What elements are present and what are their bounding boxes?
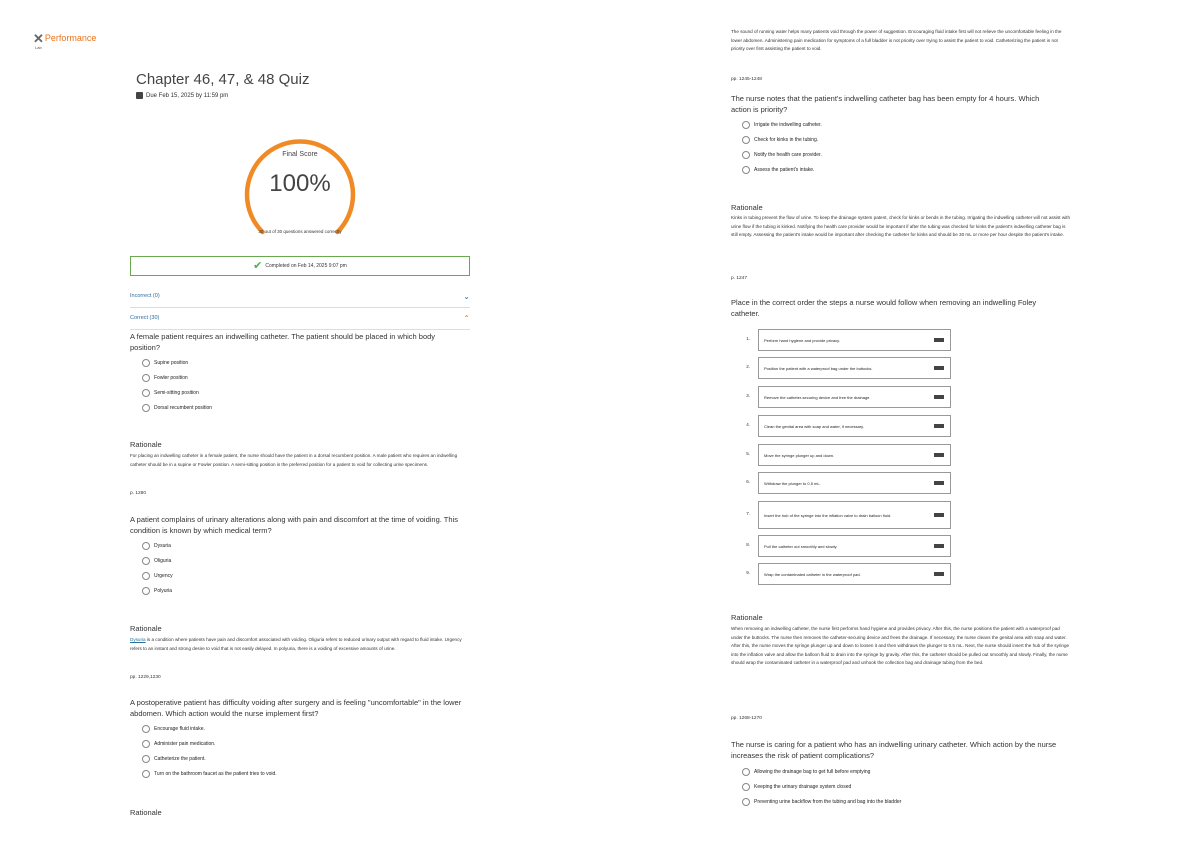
radio-icon[interactable] [142,740,150,748]
step-number: 6. [746,479,750,484]
q2-page-reference: pp. 1229,1230 [130,675,161,680]
step-number: 1. [746,336,750,341]
logo-text: Performance [44,33,97,43]
option-label: Turn on the bathroom faucet as the patient tries to void. [154,771,277,777]
radio-icon[interactable] [742,768,750,776]
q1-option-3[interactable] [142,389,199,397]
drag-handle-icon[interactable] [934,572,944,576]
performance-lab-logo[interactable] [33,31,97,50]
question-5-text: Place in the correct order the steps a nurse would follow when removing an indwelling Foley catheter. [731,298,1037,318]
ordering-step[interactable] [758,472,951,494]
option-label: Encourage fluid intake. [154,726,205,732]
radio-icon[interactable] [142,725,150,733]
question-6-text: The nurse is caring for a patient who has an indwelling urinary catheter. Which action by the nurse increases the risk of patient complications? [731,740,1057,760]
step-number: 8. [746,542,750,547]
ordering-step[interactable] [758,415,951,437]
ordering-step-label: Pull the catheter out smoothly and slowly. [764,543,838,549]
radio-icon[interactable] [142,374,150,382]
radio-icon[interactable] [742,798,750,806]
ordering-step[interactable] [758,501,951,529]
dysuria-link[interactable]: Dysuria [130,637,146,642]
question-3-text: A postoperative patient has difficulty voiding after surgery and is feeling "uncomfortable" in the lower abdomen. Which action would the nurse implement first? [130,698,462,718]
radio-icon[interactable] [142,587,150,595]
option-label: Preventing urine backflow from the tubing and bag into the bladder [754,799,902,805]
radio-icon[interactable] [142,572,150,580]
due-date [136,92,228,99]
option-label: Urgency [154,573,173,579]
q4-rationale-heading: Rationale [731,203,763,212]
q5-rationale-text: When removing an indwelling catheter, the nurse first performs hand hygiene and provides privacy. After this, the nurse positions the patient with a waterproof pad under the buttocks. The nurse then removes the catheter-securing device and frees the drainage. If necessary, the nurse cleans the genital area with soap and water. After this, the nurse moves the syringe plunger up and down to loosen it and then withdraws the plunger to 0.5 mL. Next, the nurse should insert the hub of the syringe into the inflation valve and allow the balloon fluid to drain into the syringe by gravity. After this, the catheter should be pulled out smoothly and slowly. Finally, the nurse should wrap the contaminated catheter in a waterproof pad and unhook the collection bag and drainage tubing from the bed. [731,626,1070,665]
option-label: Keeping the urinary drainage system closed [754,784,852,790]
option-label: Check for kinks in the tubing. [754,137,819,143]
radio-icon[interactable] [142,557,150,565]
step-number: 9. [746,570,750,575]
q1-rationale-text: For placing an indwelling catheter in a female patient, the nurse should have the patient in a dorsal recumbent position. A male patient who requires an indwelling catheter should be in a supine or Fowler position. A semi-sitting position is the preferred position for a patient to void for collecting urine specimens. [130,453,458,467]
correct-section-toggle[interactable] [130,307,470,330]
radio-icon[interactable] [742,783,750,791]
ordering-step-label: Withdraw the plunger to 0.5 mL. [764,480,821,486]
step-number: 4. [746,422,750,427]
ordering-step[interactable] [758,535,951,557]
question-2-text: A patient complains of urinary alterations along with pain and discomfort at the time of voiding. This condition is known by which medical term? [130,515,458,535]
option-label: Supine position [154,360,189,366]
page-title: Chapter 46, 47, & 48 Quiz [136,71,310,88]
ordering-step[interactable] [758,444,951,466]
score-label: Final Score [282,151,318,158]
logo-subtext: Lab [35,45,42,50]
incorrect-section-label: Incorrect (0) [130,293,160,299]
option-label: Irrigate the indwelling catheter. [754,122,822,128]
completed-banner [130,256,470,276]
q1-option-1[interactable] [142,359,188,367]
option-label: Administer pain medication. [154,741,216,747]
q2-rationale-heading: Rationale [130,624,162,633]
q4-page-reference: p. 1247 [731,276,748,281]
option-label: Polyuria [154,588,173,594]
step-number: 5. [746,451,750,456]
x-logo-icon: ✕ [33,31,44,46]
q2-option-1[interactable] [142,542,171,550]
drag-handle-icon[interactable] [934,544,944,548]
q2-option-2[interactable] [142,557,171,565]
step-number: 7. [746,511,750,516]
q3-rationale-heading: Rationale [130,808,162,817]
option-label: Fowler position [154,375,188,381]
drag-handle-icon[interactable] [934,338,944,342]
ordering-step-label: Insert the hub of the syringe into the inflation valve to drain balloon fluid. [764,512,892,518]
option-label: Allowing the drainage bag to get full before emptying [754,769,871,775]
q3-option-3[interactable] [142,755,206,763]
radio-icon[interactable] [742,151,750,159]
radio-icon[interactable] [742,136,750,144]
due-date-text: Due Feb 15, 2025 by 11:59 pm [146,92,229,99]
ordering-step-label: Position the patient with a waterproof bag under the buttocks. [764,365,873,371]
q1-rationale-heading: Rationale [130,440,162,449]
radio-icon[interactable] [742,121,750,129]
ordering-step-label: Remove the catheter-securing device and free the drainage. [764,394,871,400]
q3-option-4[interactable] [142,770,277,778]
q2-option-4[interactable] [142,587,172,595]
radio-icon[interactable] [742,166,750,174]
q6-option-3[interactable] [742,798,901,806]
q4-option-4[interactable] [742,166,814,174]
q2-rationale-body: is a condition where patients have pain and discomfort associated with voiding. Oliguria refers to reduced urinary output with regard to fluid intake. Urgency refers to an instant and strong desire to void that is not easily delayed. In polyuria, there is a voiding of excessive amounts of urine. [130,637,462,651]
q4-option-1[interactable] [742,121,822,129]
ordering-step-label: Wrap the contaminated catheter in the waterproof pad. [764,571,861,577]
option-label: Dysuria [154,543,171,549]
option-label: Catheterize the patient. [154,756,206,762]
q2-rationale-text [130,636,470,653]
completed-text: Completed on Feb 14, 2025 9:07 pm [265,263,347,269]
option-label: Assess the patient's intake. [754,167,815,173]
radio-icon[interactable] [142,359,150,367]
ordering-step[interactable] [758,357,951,379]
ordering-step-label: Perform hand hygiene and provide privacy. [764,337,840,343]
ordering-step[interactable] [758,386,951,408]
question-4-text: The nurse notes that the patient's indwelling catheter bag has been empty for 4 hours. Which action is priority? [731,94,1040,114]
q1-page-reference: p. 1280 [130,491,147,496]
question-1-text: A female patient requires an indwelling catheter. The patient should be placed in which body position? [130,332,436,352]
drag-handle-icon[interactable] [934,366,944,370]
q4-option-3[interactable] [742,151,822,159]
radio-icon[interactable] [142,389,150,397]
score-value: 100% [269,170,331,197]
q2-option-3[interactable] [142,572,173,580]
ordering-step-label: Move the syringe plunger up and down. [764,452,835,458]
score-summary: 30 out of 30 questions answered correctly [258,229,342,234]
q1-option-4[interactable] [142,404,212,412]
option-label: Notify the health care provider. [754,152,822,158]
q3-page-reference: pp. 1245-1248 [731,77,762,82]
drag-handle-icon[interactable] [934,453,944,457]
q4-option-2[interactable] [742,136,818,144]
q6-option-2[interactable] [742,783,851,791]
radio-icon[interactable] [142,770,150,778]
radio-icon[interactable] [142,542,150,550]
ordering-step-label: Clean the genital area with soap and water, if necessary. [764,423,864,429]
drag-handle-icon[interactable] [934,395,944,399]
q4-rationale-text: Kinks in tubing prevent the flow of urine. To keep the drainage system patent, check for kinks or bends in the tubing. Irrigating the indwelling catheter will not assist with urine flow if the tubing is kinked. Notifying the health care provider would be important if after the tubing was checked for kinks the patient's indwelling catheter bag is still empty. Assessing the patient's intake would be important after checking the catheter for kinks and should be 30 mL or more per hour despite the patient's intake. [731,215,1071,237]
correct-section-label: Correct (30) [130,315,160,321]
chevron-up-icon[interactable]: ⌃ [463,313,470,323]
q3-rationale-text: The sound of running water helps many patients void through the power of suggestion. Encouraging fluid intake first will not relieve the uncomfortable feeling in the lower abdomen. Administering pain medication for symptoms of a full bladder is not priority over trying to assist the patient to void. Catheterizing the patient is not priority over first assisting the patient to void. [731,29,1062,51]
q6-option-1[interactable] [742,768,870,776]
drag-handle-icon[interactable] [934,424,944,428]
option-label: Dorsal recumbent position [154,405,213,411]
drag-handle-icon[interactable] [934,513,944,517]
calendar-icon [136,92,143,99]
q1-option-2[interactable] [142,374,188,382]
option-label: Semi-sitting position [154,390,199,396]
step-number: 2. [746,364,750,369]
q3-option-1[interactable] [142,725,205,733]
ordering-step[interactable] [758,329,951,351]
step-number: 3. [746,393,750,398]
checkmark-icon: ✔ [253,260,263,272]
ordering-step[interactable] [758,563,951,585]
drag-handle-icon[interactable] [934,481,944,485]
incorrect-section-toggle[interactable] [130,285,470,308]
chevron-down-icon[interactable]: ⌄ [463,291,470,301]
option-label: Oliguria [154,558,172,564]
q5-rationale-heading: Rationale [731,613,763,622]
radio-icon[interactable] [142,404,150,412]
radio-icon[interactable] [142,755,150,763]
q5-page-reference: pp. 1268-1270 [731,716,762,721]
q3-option-2[interactable] [142,740,215,748]
